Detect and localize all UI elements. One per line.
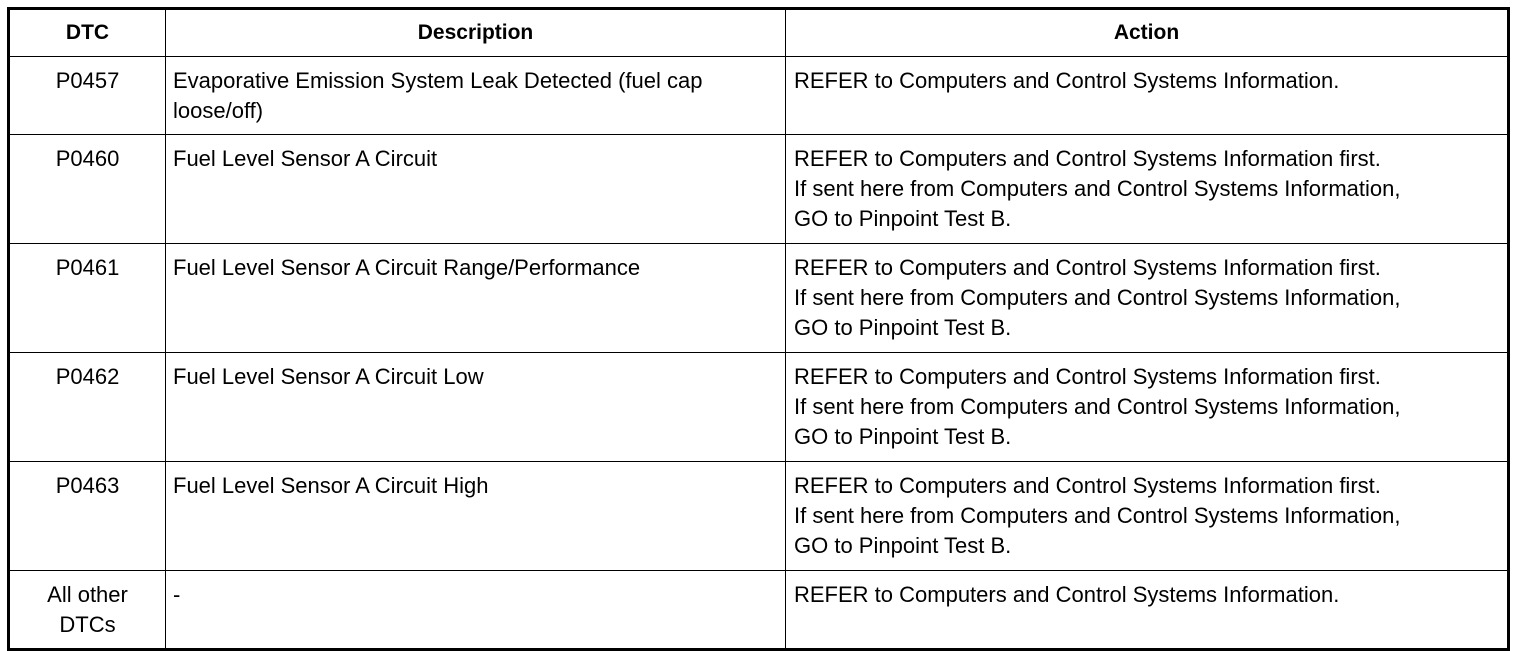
action-text: GO to Pinpoint Test B. — [794, 206, 1012, 231]
action-text: GO to Pinpoint Test B. — [794, 424, 1012, 449]
action-cell — [786, 135, 1509, 244]
table-row — [9, 462, 1509, 571]
action-text: GO to Pinpoint Test B. — [794, 533, 1012, 558]
dtc-code: P0457 — [55, 68, 120, 93]
dtc-cell — [9, 353, 166, 462]
table-row — [9, 135, 1509, 244]
action-text: If sent here from Computers and Control Systems Information, — [794, 285, 1401, 310]
dtc-code: All other — [47, 582, 128, 607]
description-cell — [166, 244, 786, 353]
dtc-cell — [9, 462, 166, 571]
description-cell — [166, 353, 786, 462]
description-cell — [166, 571, 786, 650]
dtc-cell — [9, 57, 166, 135]
table-header-row — [9, 9, 1509, 57]
description-text: Fuel Level Sensor A Circuit Low — [173, 364, 484, 389]
action-cell — [786, 462, 1509, 571]
description-text: Evaporative Emission System Leak Detected (fuel cap — [173, 68, 703, 93]
action-text: REFER to Computers and Control Systems Information first. — [794, 146, 1381, 171]
action-text: REFER to Computers and Control Systems Information first. — [794, 255, 1381, 280]
action-text: REFER to Computers and Control Systems Information first. — [794, 473, 1381, 498]
table-row — [9, 353, 1509, 462]
action-text: REFER to Computers and Control Systems Information first. — [794, 364, 1381, 389]
column-header-action: Action — [786, 9, 1509, 57]
action-cell — [786, 244, 1509, 353]
action-text: If sent here from Computers and Control Systems Information, — [794, 503, 1401, 528]
dtc-code: P0460 — [55, 146, 120, 171]
table-row — [9, 571, 1509, 650]
action-cell — [786, 571, 1509, 650]
description-text: Fuel Level Sensor A Circuit — [173, 146, 438, 171]
table-row — [9, 244, 1509, 353]
description-text: - — [173, 582, 181, 607]
dtc-code: P0462 — [55, 364, 120, 389]
action-text: If sent here from Computers and Control Systems Information, — [794, 176, 1401, 201]
action-cell — [786, 57, 1509, 135]
dtc-code: DTCs — [59, 612, 116, 637]
action-text: REFER to Computers and Control Systems Information. — [794, 68, 1340, 93]
action-text: If sent here from Computers and Control Systems Information, — [794, 394, 1401, 419]
dtc-cell — [9, 135, 166, 244]
table-row — [9, 57, 1509, 135]
description-cell — [166, 57, 786, 135]
action-text: REFER to Computers and Control Systems Information. — [794, 582, 1340, 607]
column-header-dtc: DTC — [9, 9, 166, 57]
description-cell — [166, 135, 786, 244]
action-cell — [786, 353, 1509, 462]
dtc-code: P0463 — [55, 473, 120, 498]
column-header-description: Description — [166, 9, 786, 57]
dtc-code: P0461 — [55, 255, 120, 280]
dtc-cell — [9, 571, 166, 650]
description-text: Fuel Level Sensor A Circuit High — [173, 473, 489, 498]
description-cell — [166, 462, 786, 571]
description-text: Fuel Level Sensor A Circuit Range/Performance — [173, 255, 641, 280]
description-text: loose/off) — [173, 98, 264, 123]
dtc-cell — [9, 244, 166, 353]
action-text: GO to Pinpoint Test B. — [794, 315, 1012, 340]
dtc-table — [7, 7, 1510, 651]
